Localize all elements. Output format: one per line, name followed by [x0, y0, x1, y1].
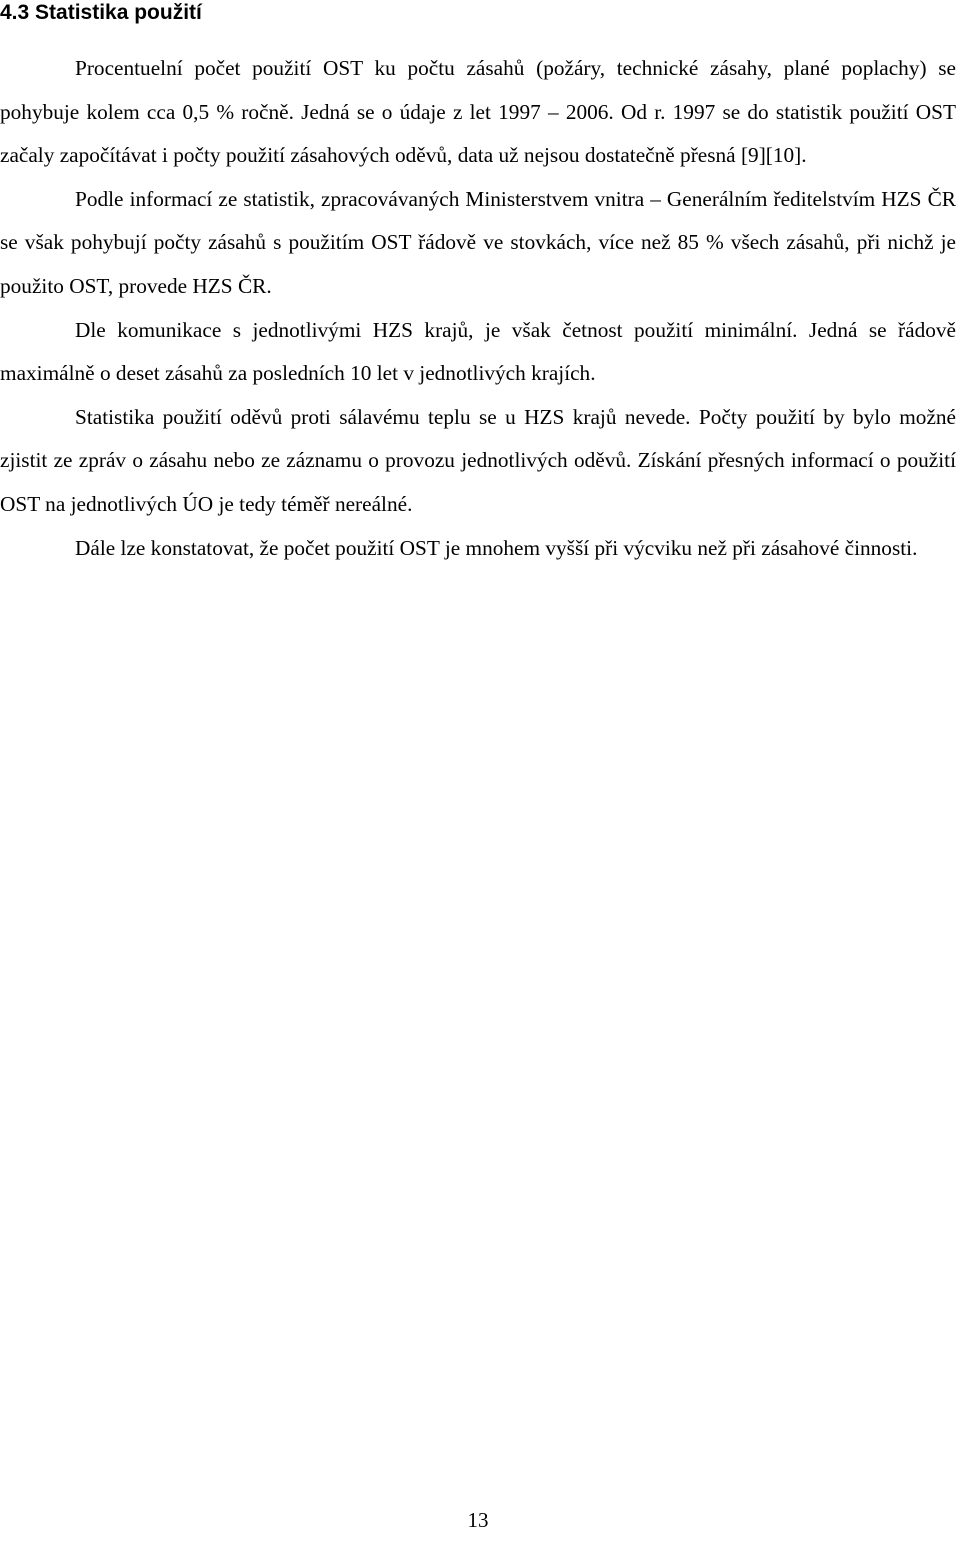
paragraph-usage-percentage: Procentuelní počet použití OST ku počtu zásahů (požáry, technické zásahy, plané poplachy) se pohybuje kolem cca 0,5 % ročně. Jedná se o údaje z let 1997 – 2006. Od r. 1997 se do statistik použití OST začaly započítávat i počty použití zásahových oděvů, data už nejsou dostatečně přesná [9][10].: [0, 56, 956, 168]
document-body: [0, 47, 956, 570]
section-heading: 4.3 Statistika použití: [0, 1, 202, 24]
paragraph-training-usage: Dále lze konstatovat, že počet použití OST je mnohem vyšší při výcviku než při zásahové činnosti.: [75, 535, 918, 560]
paragraph-regional-communication: Dle komunikace s jednotlivými HZS krajů, je však četnost použití minimální. Jedná se řádově maximálně o deset zásahů za posledních 10 let v jednotlivých krajích.: [0, 317, 956, 386]
page-number: 13: [467, 1508, 489, 1532]
paragraph-radiant-heat-suits: Statistika použití oděvů proti sálavému teplu se u HZS krajů nevede. Počty použití by bylo možné zjistit ze zpráv o zásahu nebo ze záznamu o provozu jednotlivých oděvů. Získání přesných informací o použití OST na jednotlivých ÚO je tedy téměř nereálné.: [0, 404, 956, 516]
paragraph-ministry-statistics: Podle informací ze statistik, zpracovávaných Ministerstvem vnitra – Generálním ředitelstvím HZS ČR se však pohybují počty zásahů s použitím OST řádově ve stovkách, více než 85 % všech zásahů, při nichž je použito OST, provede HZS ČR.: [0, 186, 956, 298]
